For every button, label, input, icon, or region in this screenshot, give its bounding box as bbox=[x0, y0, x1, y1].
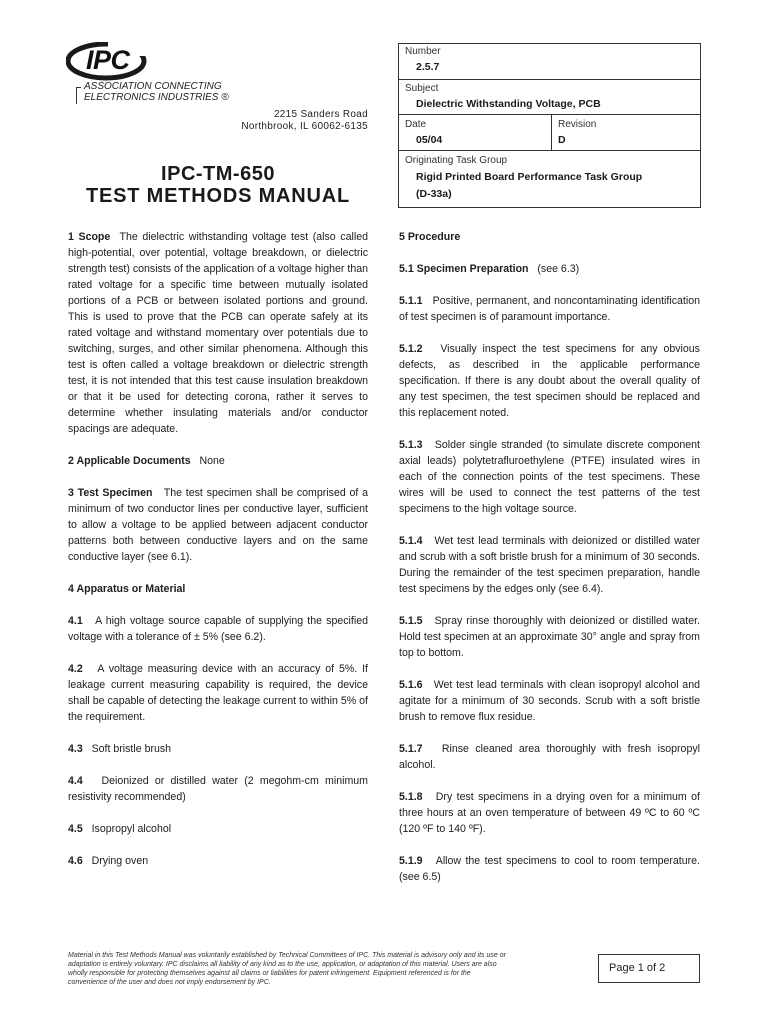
section-3: 3 Test Specimen The test specimen shall be comprised of a minimum of two conductor lines per conductive layer, sufficient to allow a voltage to be applied between adjacent conductor patterns both between conductive layers and on the same conductive layer (see 6.1). bbox=[68, 487, 368, 563]
number-value: 2.5.7 bbox=[416, 61, 440, 73]
section-5-1-9: 5.1.9 Allow the test specimens to cool to room temperature. (see 6.5) bbox=[399, 855, 700, 883]
date-revision-cell: Date 05/04 Revision D bbox=[399, 114, 700, 151]
doc-title-line2: TEST METHODS MANUAL bbox=[85, 185, 351, 207]
section-2-heading: 2 Applicable Documents bbox=[68, 455, 191, 467]
section-4 bbox=[68, 581, 368, 597]
section-5-1-7: 5.1.7 Rinse cleaned area thoroughly with fresh isopropyl alcohol. bbox=[399, 743, 700, 771]
task-group-value-1: Rigid Printed Board Performance Task Group bbox=[416, 171, 643, 183]
ipc-logo bbox=[66, 42, 236, 114]
date-value: 05/04 bbox=[416, 134, 443, 146]
section-4-5: 4.5 Isopropyl alcohol bbox=[68, 823, 172, 835]
document-info-box bbox=[398, 43, 701, 208]
section-5-1-4: 5.1.4 Wet test lead terminals with deionized or distilled water and scrub with a soft bristle brush for a minimum of 30 seconds. During the remainder of the test specimen preparation, handle test specimens by the edges only (see 6.4). bbox=[399, 535, 700, 595]
revision-value: D bbox=[558, 134, 566, 146]
section-5-1-5: 5.1.5 Spray rinse thoroughly with deionized or distilled water. Hold test specimen at an approximate 30° angle and spray from top to bottom. bbox=[399, 615, 700, 659]
section-3-heading: 3 Test Specimen bbox=[68, 487, 153, 499]
task-group-value-2: (D-33a) bbox=[416, 188, 452, 200]
left-column bbox=[68, 229, 368, 869]
date-revision-divider bbox=[551, 114, 552, 150]
number-cell: Number 2.5.7 bbox=[405, 46, 441, 73]
disclaimer-footnote: Material in this Test Methods Manual was voluntarily established by Technical Committees of IPC. This material is advisory only and its use or adaptation is entirely voluntary. IPC disclaims all liability of any kind as to the use, application, or adaptation of this material. Users are also wholly responsible for protecting themselves against all claims or liabilities for patent infringement. Equipment referenced is for the convenience of the user and does not imply endorsement by IPC. bbox=[68, 952, 506, 986]
subject-value: Dielectric Withstanding Voltage, PCB bbox=[416, 98, 601, 110]
section-4-3: 4.3 Soft bristle brush bbox=[68, 743, 172, 755]
address: 2215 Sanders Road Northbrook, IL 60062-6135 bbox=[241, 109, 368, 132]
doc-title-line1: IPC-TM-650 bbox=[161, 163, 275, 185]
subject-cell: Subject Dielectric Withstanding Voltage, PCB bbox=[399, 79, 700, 115]
page-number: Page 1 of 2 bbox=[609, 962, 666, 974]
association-bracket bbox=[76, 87, 81, 104]
section-5-heading: 5 Procedure bbox=[399, 231, 461, 243]
section-5-1-3: 5.1.3 Solder single stranded (to simulate discrete component axial leads) polytetrafluroethylene (PTFE) insulated wires in each of the connection points of the test specimens. These wires will be used to connect the test patterns of the test specimens to the high voltage source. bbox=[399, 439, 700, 515]
association-name: ASSOCIATION CONNECTING ELECTRONICS INDUSTRIES ® bbox=[84, 81, 229, 103]
section-5-1: 5.1 Specimen Preparation (see 6.3) bbox=[399, 263, 580, 275]
section-5-1-1: 5.1.1 Positive, permanent, and noncontaminating identification of test specimen is of paramount importance. bbox=[399, 295, 700, 323]
section-1: 1 Scope The dielectric withstanding voltage test (also called high-potential, over potential, voltage breakdown, or dielectric strength test) consists of the application of a voltage higher than rated voltage for a specific time between mutually isolated portions of a PCB or between isolated portions and ground. This is used to prove that the PCB can operate safely at its rated voltage and withstand momentary over potentials due to switching, surges, and other similar phenomena. Although this test is often called a voltage breakdown or dielectric strength test, it is not intended that this test cause insulation breakdown or that it be used for detecting corona, rather it serves to determine whether insulating materials and/or conductor spacings are adequate. bbox=[68, 231, 368, 435]
section-5 bbox=[399, 229, 700, 245]
section-5-1-8: 5.1.8 Dry test specimens in a drying oven for a minimum of three hours at an oven temperature of between 49 ºC to 60 ºC (120 ºF to 140 ºF). bbox=[399, 791, 700, 835]
section-2: 2 Applicable Documents None bbox=[68, 455, 225, 467]
section-1-heading: 1 Scope bbox=[68, 231, 111, 243]
section-4-6: 4.6 Drying oven bbox=[68, 855, 149, 867]
section-5-1-6: 5.1.6 Wet test lead terminals with clean isopropyl alcohol and agitate for a minimum of 30 seconds. Scrub with a soft bristle brush to remove flux residue. bbox=[399, 679, 700, 723]
section-4-4: 4.4 Deionized or distilled water (2 megohm-cm minimum resistivity recommended) bbox=[68, 775, 368, 803]
page-number-box bbox=[598, 954, 700, 983]
section-4-1: 4.1 A high voltage source capable of supplying the specified voltage with a tolerance of ± 5% (see 6.2). bbox=[68, 615, 368, 643]
section-5-1-2: 5.1.2 Visually inspect the test specimens for any obvious defects, as described in the applicable performance specification. If there is any doubt about the overall quality of any test specimen, the test specimen should be replaced and this replacement noted. bbox=[399, 343, 700, 419]
section-4-heading: 4 Apparatus or Material bbox=[68, 583, 186, 595]
right-column bbox=[399, 229, 700, 885]
section-4-2: 4.2 A voltage measuring device with an accuracy of 5%. If leakage current measuring capability is required, the device shall be capable of detecting the leakage current to within 5% of the requirement. bbox=[68, 663, 368, 723]
task-group-cell: Originating Task Group Rigid Printed Board Performance Task Group (D-33a) bbox=[399, 150, 700, 208]
logo-text: IPC bbox=[86, 45, 130, 75]
